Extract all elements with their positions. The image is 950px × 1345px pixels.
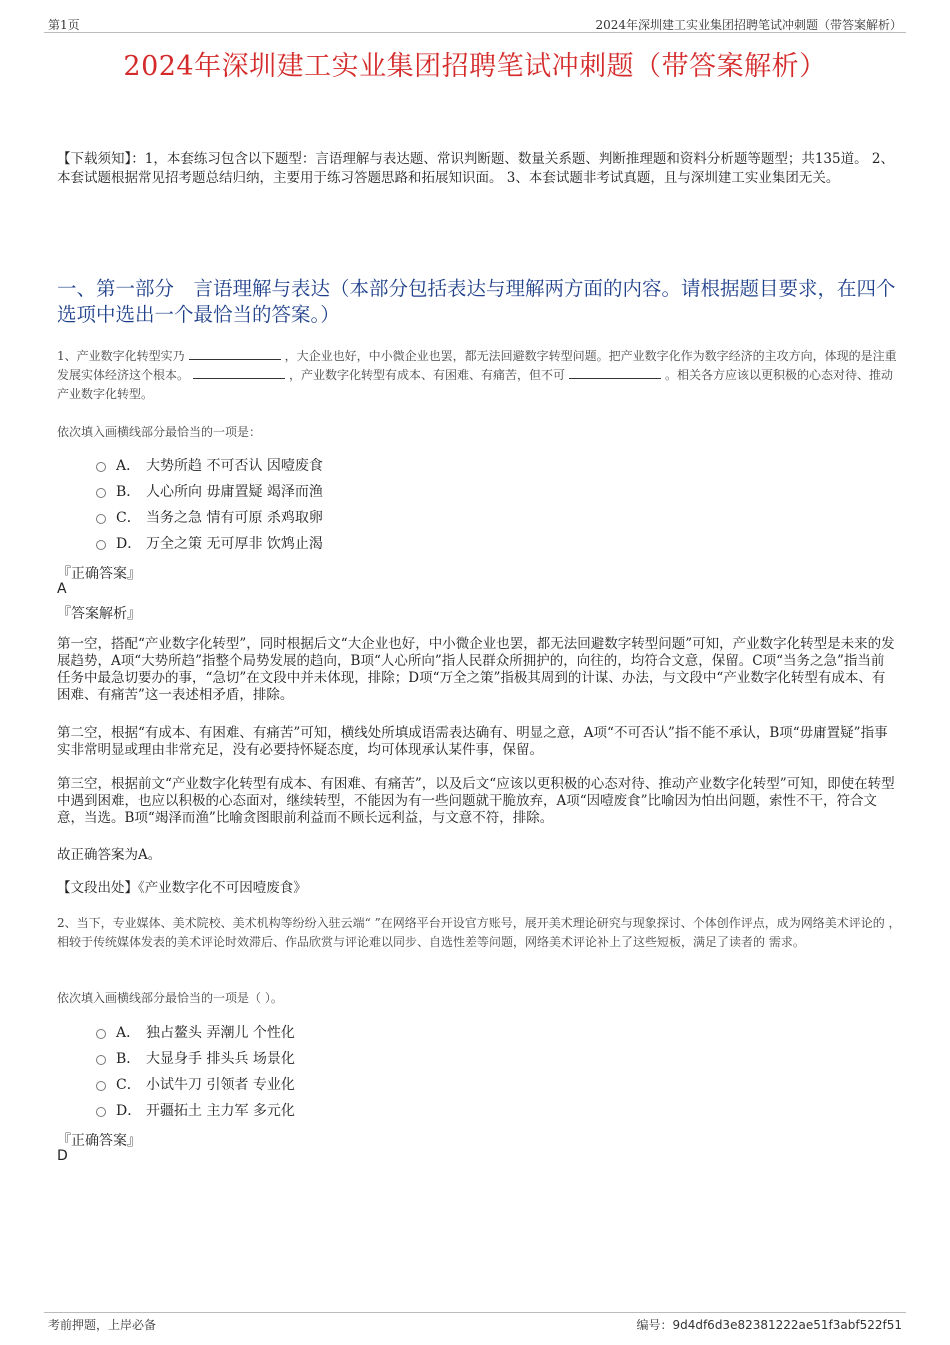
blank-2 <box>193 366 285 379</box>
option-c[interactable]: C． 小试牛刀 引领者 专业化 <box>96 1071 295 1097</box>
radio-icon[interactable] <box>96 1055 106 1065</box>
document-title: 2024年深圳建工实业集团招聘笔试冲刺题（带答案解析） <box>123 51 827 82</box>
question-1-prompt: 依次填入画横线部分最恰当的一项是： <box>57 425 262 439</box>
option-b[interactable]: B． 大显身手 排头兵 场景化 <box>96 1045 295 1071</box>
footer-code: 编号：9d4df6d3e82381222ae51f3abf522f51 <box>636 1318 902 1332</box>
question-2-text: 2、当下，专业媒体、美术院校、美术机构等纷纷入驻云端“ ”在网络平台开设官方账号，展开美术理论研究与现象探讨、个体创作评点，成为网络美术评论的 ，相较于传统媒体发表的美术评论时效滞后、作品欣赏与评论难以同步、自选性差等问题，网络美术评论补上了这些短板，满足了读者的 需求。 <box>57 916 901 949</box>
answer-value: D <box>57 1148 68 1164</box>
analysis-label: 『答案解析』 <box>57 606 141 622</box>
option-c[interactable]: C． 当务之急 情有可原 杀鸡取卵 <box>96 504 323 530</box>
page-header <box>44 14 906 33</box>
analysis-paragraph-2: 第二空，根据“有成本、有困难、有痛苦”可知，横线处所填成语需表达确有、明显之意，A项“不可否认”指不能不承认，B项“毋庸置疑”指事实非常明显或理由非常充足，没有必要持怀疑态度，均可体现承认某件事，保留。 <box>57 725 888 758</box>
radio-icon[interactable] <box>96 1081 106 1091</box>
radio-icon[interactable] <box>96 1029 106 1039</box>
analysis-conclusion: 故正确答案为A。 <box>57 847 162 863</box>
option-d[interactable]: D． 万全之策 无可厚非 饮鸩止渴 <box>96 530 323 556</box>
blank-1 <box>189 347 281 360</box>
section-heading: 一、第一部分 言语理解与表达（本部分包括表达与理解两方面的内容。请根据题目要求，在四个选项中选出一个最恰当的答案。） <box>57 277 896 326</box>
option-d[interactable]: D． 开疆拓土 主力军 多元化 <box>96 1097 295 1123</box>
source-citation: 【文段出处】《产业数字化不可因噎废食》 <box>57 880 307 896</box>
page-number: 第1页 <box>48 18 80 32</box>
option-a[interactable]: A． 大势所趋 不可否认 因噎废食 <box>96 452 323 478</box>
radio-icon[interactable] <box>96 488 106 498</box>
question-2-options <box>96 1019 295 1123</box>
radio-icon[interactable] <box>96 540 106 550</box>
analysis-paragraph-3: 第三空，根据前文“产业数字化转型有成本、有困难、有痛苦”，以及后文“应该以更积极的心态对待、推动产业数字化转型”可知，即使在转型中遇到困难，也应以积极的心态面对，继续转型，不能因为有一些问题就干脆放弃，A项“因噎废食”比喻因为怕出问题，索性不干，符合文意，当选。B项“竭泽而渔”比喻贪图眼前利益而不顾长远利益，与文意不符，排除。 <box>57 776 895 826</box>
blank-3 <box>569 366 661 379</box>
footer-slogan: 考前押题，上岸必备 <box>48 1318 157 1332</box>
question-2-prompt: 依次填入画横线部分最恰当的一项是（ ）。 <box>57 991 283 1005</box>
radio-icon[interactable] <box>96 514 106 524</box>
answer-label: 『正确答案』 <box>57 566 141 582</box>
radio-icon[interactable] <box>96 462 106 472</box>
radio-icon[interactable] <box>96 1107 106 1117</box>
option-a[interactable]: A． 独占鳌头 弄潮儿 个性化 <box>96 1019 295 1045</box>
question-1-options <box>96 452 323 556</box>
header-doc-title: 2024年深圳建工实业集团招聘笔试冲刺题（带答案解析） <box>595 18 902 32</box>
page-footer <box>44 1312 906 1333</box>
analysis-paragraph-1: 第一空，搭配“产业数字化转型”，同时根据后文“大企业也好，中小微企业也罢，都无法回避数字转型问题”可知，产业数字化转型是未来的发展趋势，A项“大势所趋”指整个局势发展的趋向，B项“人心所向”指人民群众所拥护的，向往的，均符合文意，保留。C项“当务之急”指当前任务中最急切要办的事，“急切”在文段中并未体现，排除；D项“万全之策”指极其周到的计谋、办法，与文段中“产业数字化转型有成本、有困难、有痛苦”这一表述相矛盾，排除。 <box>57 636 895 703</box>
question-1-text: 1、产业数字化转型实乃 ，大企业也好，中小微企业也罢，都无法回避数字转型问题。把产业数字化作为数字经济的主攻方向，体现的是注重发展实体经济这个根本。 ，产业数字化转型有成本、有困难、有痛苦，但不可 。相关各方应该以更积极的心态对待、推动产业数字化转型。 <box>57 349 897 401</box>
answer-value: A <box>57 581 67 597</box>
download-notice: 【下载须知】：1，本套练习包含以下题型：言语理解与表达题、常识判断题、数量关系题、判断推理题和资料分析题等题型；共135道。 2、本套试题根据常见招考题总结归纳，主要用于练习答题思路和拓展知识面。 3、本套试题非考试真题，且与深圳建工实业集团无关。 <box>57 151 894 186</box>
answer-label: 『正确答案』 <box>57 1133 141 1149</box>
option-b[interactable]: B． 人心所向 毋庸置疑 竭泽而渔 <box>96 478 323 504</box>
